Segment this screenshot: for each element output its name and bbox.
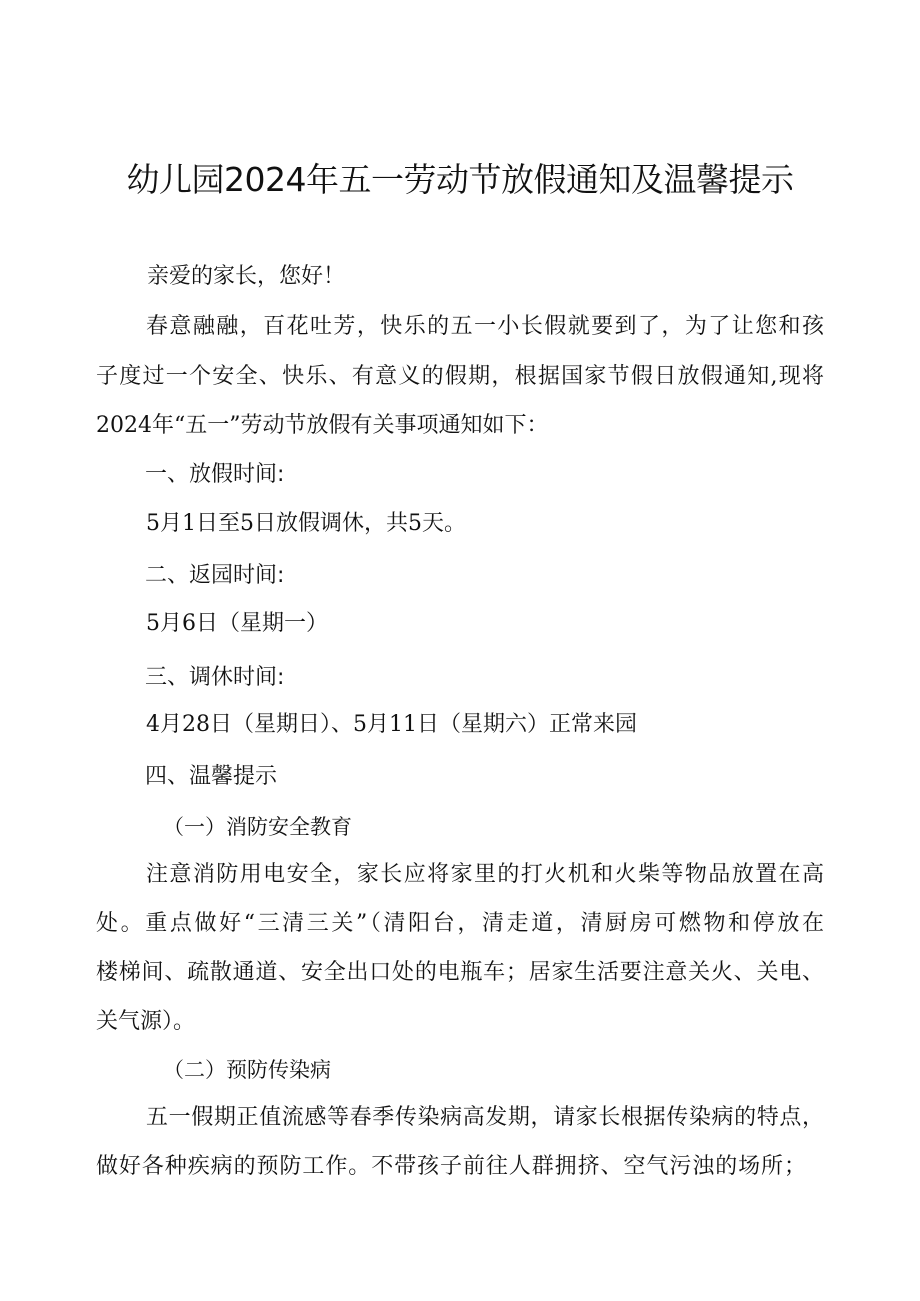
tip-disease-line-2: 做好各种疾病的预防工作。不带孩子前往人群拥挤、空气污浊的场所； xyxy=(96,1154,806,1179)
tip-subheading-disease: （二）预防传染病 xyxy=(163,1058,331,1082)
greeting: 亲爱的家长，您好！ xyxy=(147,264,346,289)
intro-line-1: 春意融融，百花吐芳，快乐的五一小长假就要到了，为了让您和孩 xyxy=(146,314,824,339)
section-content-makeup-days: 4月28日（星期日）、5月11日（星期六）正常来园 xyxy=(146,712,637,737)
tip-disease-line-1: 五一假期正值流感等春季传染病高发期，请家长根据传染病的特点， xyxy=(146,1105,824,1130)
tip-fire-line-1: 注意消防用电安全，家长应将家里的打火机和火柴等物品放置在高 xyxy=(146,862,824,887)
intro-line-3: 2024年“五一”劳动节放假有关事项通知如下： xyxy=(96,413,549,438)
document-title: 幼儿园2024年五一劳动节放假通知及温馨提示 xyxy=(126,160,794,199)
tip-fire-line-3: 楼梯间、疏散通道、安全出口处的电瓶车；居家生活要注意关火、关电、 xyxy=(96,960,824,985)
intro-line-2: 子度过一个安全、快乐、有意义的假期，根据国家节假日放假通知,现将 xyxy=(96,364,824,389)
section-heading-tips: 四、温馨提示 xyxy=(145,764,278,789)
tip-fire-line-4: 关气源）。 xyxy=(96,1009,196,1034)
tip-fire-line-2: 处。重点做好“三清三关”（清阳台，清走道，清厨房可燃物和停放在 xyxy=(96,911,824,936)
section-content-holiday: 5月1日至5日放假调休，共5天。 xyxy=(146,511,466,536)
section-heading-return: 二、返园时间: xyxy=(145,563,285,588)
section-heading-holiday: 一、放假时间: xyxy=(145,462,285,487)
section-content-return: 5月6日（星期一） xyxy=(146,611,328,636)
section-heading-makeup-days: 三、调休时间: xyxy=(145,665,285,690)
tip-subheading-fire-safety: （一）消防安全教育 xyxy=(163,815,352,839)
